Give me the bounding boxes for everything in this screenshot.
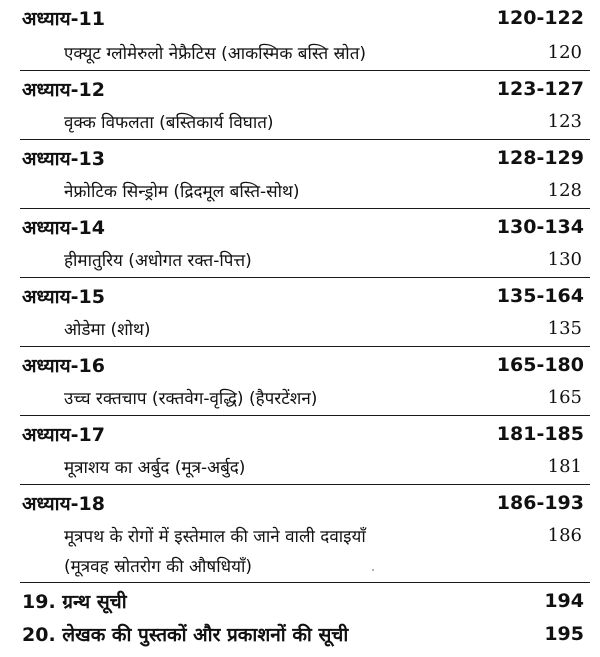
extra-page: 195 [544,623,584,645]
toc-entry [0,242,600,276]
chapter-title: अध्याय-17 [22,424,105,446]
chapter-heading-16 [0,348,600,382]
toc-entry-continued [0,548,600,582]
divider [20,70,590,71]
divider [20,346,590,347]
print-speck [372,569,374,571]
chapter-title: अध्याय-18 [22,493,105,515]
toc-entry [0,104,600,138]
chapter-title: अध्याय-12 [22,79,105,101]
entry-title: (मूत्रवह स्रोतरोग की औषधियाँ) [64,556,252,577]
chapter-heading-13 [0,141,600,175]
chapter-title: अध्याय-11 [22,8,105,30]
author-publications-heading [0,617,600,651]
chapter-heading-18 [0,486,600,520]
chapter-pages: 135-164 [496,285,584,307]
chapter-heading-12 [0,72,600,106]
entry-page: 130 [547,248,582,270]
extra-title: 19. ग्रन्थ सूची [22,591,127,613]
chapter-heading-14 [0,210,600,244]
divider [20,277,590,278]
chapter-pages: 120-122 [496,7,584,29]
entry-title: ओडेमा (शोथ) [64,319,151,340]
entry-title: हीमातुरिय (अधोगत रक्त-पित्त) [64,250,252,271]
chapter-title: अध्याय-13 [22,148,105,170]
extra-title: 20. लेखक की पुस्तकों और प्रकाशनों की सूची [22,624,349,646]
chapter-heading-17 [0,417,600,451]
chapter-pages: 123-127 [496,78,584,100]
entry-page: 181 [547,455,582,477]
entry-title: मूत्राशय का अर्बुद (मूत्र-अर्बुद) [64,457,246,478]
chapter-pages: 181-185 [496,423,584,445]
entry-title: मूत्रपथ के रोगों में इस्तेमाल की जाने वाली दवाइयाँ [64,526,366,547]
chapter-title: अध्याय-16 [22,355,105,377]
toc-entry [0,380,600,414]
toc-entry [0,449,600,483]
chapter-pages: 186-193 [496,492,584,514]
bibliography-heading [0,584,600,618]
chapter-heading-11 [0,1,600,35]
toc-entry [0,35,600,69]
toc-entry [0,311,600,345]
divider [20,139,590,140]
chapter-pages: 165-180 [496,354,584,376]
toc-entry [0,518,600,552]
chapter-title: अध्याय-15 [22,286,105,308]
divider [20,415,590,416]
divider [20,208,590,209]
extra-page: 194 [544,590,584,612]
entry-page: 120 [547,41,582,63]
entry-page: 165 [547,386,582,408]
divider [20,484,590,485]
entry-page: 128 [547,179,582,201]
entry-page: 123 [547,110,582,132]
chapter-pages: 128-129 [496,147,584,169]
entry-page: 186 [547,524,582,546]
entry-title: एक्यूट ग्लोमेरुलो नेफ्रैटिस (आकस्मिक बस्ति स्रोत) [64,43,367,64]
divider [20,582,590,583]
toc-entry [0,173,600,207]
entry-title: वृक्क विफलता (बस्तिकार्य विघात) [64,112,274,133]
chapter-pages: 130-134 [496,216,584,238]
chapter-heading-15 [0,279,600,313]
entry-title: उच्च रक्तचाप (रक्तवेग-वृद्धि) (हैपरटेंशन) [64,388,318,409]
entry-title: नेफ्रोटिक सिन्ड्रोम (द्रिदमूल बस्ति-सोथ) [64,181,300,202]
chapter-title: अध्याय-14 [22,217,105,239]
entry-page: 135 [547,317,582,339]
